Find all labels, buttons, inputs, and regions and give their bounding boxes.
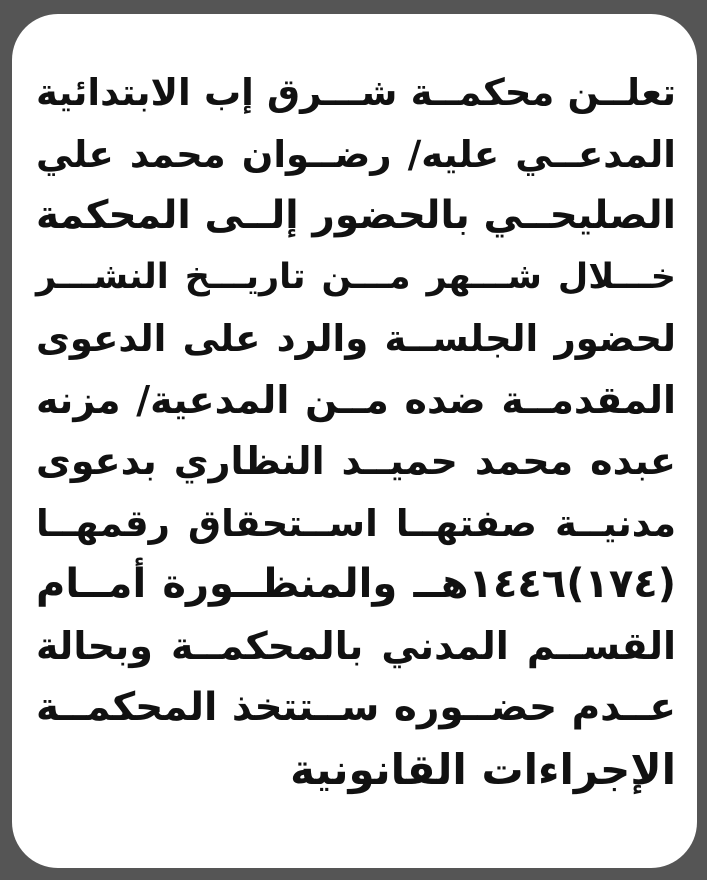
notice-line-10: القســم المدني بالمحكمــة وبحالة (36, 623, 676, 668)
notice-line-4: خـــلال شـــهر مـــن تاريـــخ النشـــر (36, 256, 676, 297)
notice-line-7: عبده محمد حميــد النظاري بدعوى (36, 439, 676, 483)
notice-line-5: لحضور الجلســة والرد على الدعوى (36, 317, 676, 360)
court-notice-text (36, 62, 676, 800)
notice-line-12: الإجراءات القانونية (290, 744, 676, 794)
notice-line-6: المقدمــة ضده مــن المدعية/ مزنه (36, 377, 676, 422)
notice-line-2: المدعــي عليه/ رضــوان محمد علي (36, 132, 676, 176)
notice-line-3: الصليحــي بالحضور إلــى المحكمة (36, 193, 676, 238)
notice-line-9: (١٧٤)١٤٤٦هــ والمنظــورة أمــام (36, 561, 676, 607)
notice-line-1: تعلــن محكمــة شـــرق إب الابتدائية (36, 71, 676, 114)
notice-line-8: مدنيــة صفتهــا اســتحقاق رقمهــا (36, 501, 676, 545)
notice-line-11: عــدم حضــوره ســتتخذ المحكمــة (36, 685, 676, 730)
